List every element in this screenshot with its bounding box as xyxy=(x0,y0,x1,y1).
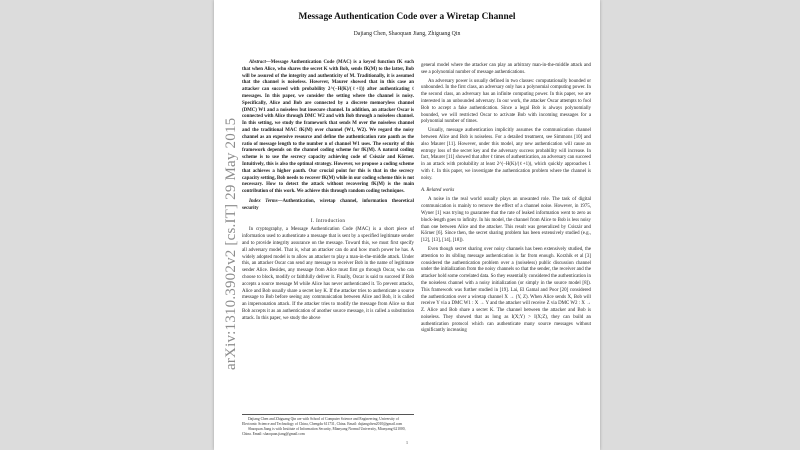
paper-title: Message Authentication Code over a Wiretap Channel xyxy=(298,12,516,22)
right-paragraph-3: Usually, message authentication implicitly assumes the communication channel between Alice and Bob is noiseless. For a detailed treatment, see Simmons [10] and also Maurer [11]. However, under this model, any new authentication will cause an entropy loss of the secret key and the adversary success probability will increase. In fact, Maurer [11] showed that after ℓ times of authentication, an adversary can succeed in an attack with probability at least 2^(−H(K)/(ℓ+1)), which quickly approaches 1 with ℓ. In this paper, we investigate the authentication problem where the channel is noisy. xyxy=(421,128,591,181)
intro-paragraph: In cryptography, a Message Authentication Code (MAC) is a short piece of information used to authenticate a message that is sent by a specified legitimate sender and to provide integrity assurance on the message. Toward this, we must first specify all adversary model. That is, what an attacker can do and how much power he has. A widely adopted model is to allow an attacker to play a man-in-the-middle attack. Under this, an attacker Oscar can send any message to receiver Bob in the name of legitimate sender Alice. Besides, any message from Alice must first go through Oscar, who can choose to block, modify or faithfully deliver it. Finally, Oscar is said to succeed if Bob accepts a source message M while Alice has never authenticated it. To prevent attacks, Alice and Bob usually share a secret key K. If the attacker tries to authenticate a source message to Bob before seeing any communication between Alice and Bob, it is called an impersonation attack. If the attacker tries to modify the message from Alice so that Bob accepts it as an authentication of another source message, it is called a substitution attack. In this paper, we study the above xyxy=(242,227,414,321)
subsection-heading-related-works: A. Related works xyxy=(421,187,455,193)
footnote-line-1: Dajiang Chen and Zhiguang Qin are with School of Computer Science and Engineering, University of Electronic Science and Technology of China, Chengdu 611731, China. Email: dajiangchen2010@gmail.com xyxy=(242,417,403,426)
right-paragraph-4: A noise in the real world usually plays an unwanted role. The task of digital communication is mainly to remove the effect of a channel noise. However, in 1975, Wyner [1] was trying to guarantee that the rate of leaked information went to zero as block-length goes to infinity. In his model, the channel from Alice to Bob is less noisy than one between Alice and the attacker. This result was generalized by Csiszár and Körner [6]. Since then, the secret sharing problem has been extensively studied (e.g., [12], [13], [14], [18]). xyxy=(421,197,591,244)
abstract xyxy=(242,60,414,196)
abstract-label: Abstract xyxy=(249,60,266,65)
section-heading-introduction: I. Introduction xyxy=(310,217,346,224)
index-terms xyxy=(242,199,414,213)
paper-page xyxy=(214,0,600,450)
footnote-line-2: Shaoquan Jiang is with Institute of Information Security, Mianyang Normal University, Mianyang 621000, China. Email: shaoquan.jiang@gmail.com xyxy=(242,427,406,436)
index-terms-label: Index Terms xyxy=(249,198,278,204)
right-paragraph-2: An adversary power is usually defined in two classes: computationally bounded or unbounded. In the first class, an adversary only has a polynomial computing power. In the second class, an adversary has an infinite computing power. In this paper, we are interested in an unbounded adversary. In our work, the attacker Oscar attempts to fool Bob to accept a fake authentication. Since a legal Bob is always polynomially bounded, we will restricted Oscar to activate Bob with incoming messages for a polynomial number of times. xyxy=(421,78,591,125)
right-column xyxy=(421,63,591,337)
arxiv-stamp: arXiv:1310.3902v2 [cs.IT] 29 May 2015 xyxy=(223,117,239,370)
left-column xyxy=(242,60,414,324)
paper-authors: Dajiang Chen, Shaoquan Jiang, Zhiguang Qin xyxy=(353,31,461,37)
index-terms-text: —Authentication, wiretap channel, information theoretical security xyxy=(242,198,414,211)
right-paragraph-5: Even though secret sharing over noisy channels has been extensively studied, the attention to its sibling message authentication is far from enough. Korzhik et al [3] considered the authentication problem over a (noiseless) public discussion channel under the initialization from the noisy channels so that the sender, the receiver and the attacker hold some correlated data. So they essentially considered the authentication in the noiseless channel with a noisy initialization (or simply in the source model [8]). This framework was further studied in [19]. Lai, El Gamal and Poor [20] considered the authentication over a wiretap channel X → (Y, Z). When Alice sends X, Bob will receive Y via a DMC W1 : X → Y and the attacker will receive Z via DMC W2 : X → Z. Alice and Bob share a secret K. The channel between the attacker and Bob is noiseless. They showed that as long as I(X;Y) > I(X;Z), they can build an authentication protocol which can authenticate many source messages without significantly increasing xyxy=(421,246,591,334)
right-paragraph-1: general model where the attacker can play an arbitrary man-in-the-middle attack and see a polynomial number of message authentications. xyxy=(421,63,591,75)
abstract-text: —Message Authentication Code (MAC) is a keyed function fK such that when Alice, who shares the secret K with Bob, sends fK(M) to the latter, Bob will be assured of the integrity and authenticity of M. Traditionally, it is assumed that the channel is noiseless. However, Maurer showed that in this case an attacker can succeed with probability 2^(−H(K)/(ℓ+1)) after authenticating ℓ messages. In this paper, we consider the setting where the channel is noisy. Specifically, Alice and Bob are connected by a discrete memoryless channel (DMC) W1 and a noiseless but insecure channel. In addition, an attacker Oscar is connected with Alice through DMC W2 and with Bob through a noiseless channel. In this setting, we study the framework that sends M over the noiseless channel and the traditional MAC fK(M) over channel (W1, W2). We regard the noisy channel as an expensive resource and define the authentication rate ρauth as the ratio of message length to the number n of channel W1 uses. The security of this framework depends on the channel coding scheme for fK(M). A natural coding scheme is to use the secrecy capacity achieving code of Csiszár and Körner. Intuitively, this is also the optimal strategy. However, we propose a coding scheme that achieves a higher ρauth. Our crucial point for this is that in the secrecy capacity setting, Bob needs to recover fK(M) while in our coding scheme this is not necessary. How to detect the attack without recovering fK(M) is the main contribution of this work. We achieve this through random coding techniques. xyxy=(242,60,414,195)
page-number: 1 xyxy=(405,440,409,445)
footnote xyxy=(242,414,414,437)
